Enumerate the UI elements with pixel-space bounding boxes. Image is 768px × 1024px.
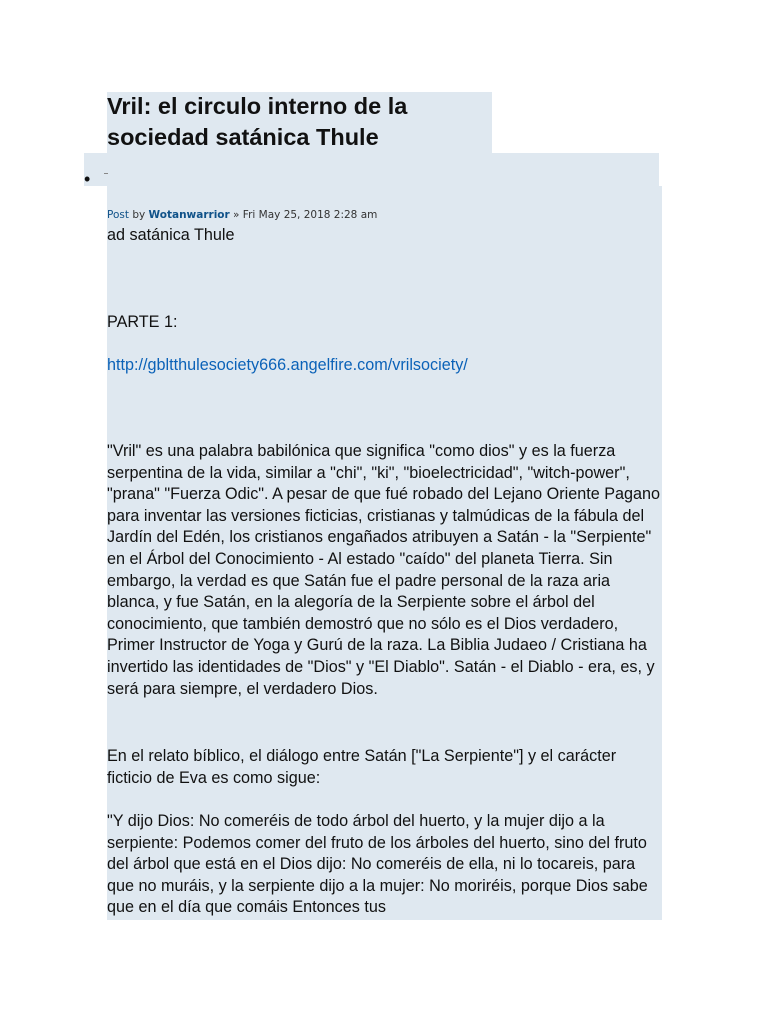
post-date: Fri May 25, 2018 2:28 am (242, 209, 378, 221)
section-heading: PARTE 1: (107, 313, 178, 331)
post-link[interactable]: Post (107, 209, 129, 221)
paragraph-vril: "Vril" es una palabra babilónica que significa "como dios" y es la fuerza serpentina de la vida, similar a "chi", "ki", "bioelectricidad", "witch-power", "prana" "Fuerza Odic". A pesar de que fué robado del Lejano Oriente Pagano para inventar las versiones ficticias, cristianas y talmúdicas de la fábula del Jardín del Edén, los cristianos engañados atribuyen a Satán - la "Serpiente" en el Árbol del Conocimiento - Al estado "caído" del planeta Tierra. Sin embargo, la verdad es que Satán fue el padre personal de la raza aria blanca, y fue Satán, en la alegoría de la Serpiente sobre el árbol del conocimiento, que también demostró que no sólo es el Dios verdadero, Primer Instructor de Yoga y Gurú de la raza. La Biblia Judaeo / Cristiana ha invertido las identidades de "Dios" y "El Diablo". Satán - el Diablo - era, es, y será para siempre, el verdadero Dios. (107, 442, 661, 698)
author-link[interactable]: Wotanwarrior (148, 209, 230, 221)
meta-separator: » (229, 209, 243, 221)
by-label: by (128, 209, 149, 221)
post-title: Vril: el circulo interno de la sociedad satánica Thule (107, 93, 408, 150)
bullet-icon: • (84, 169, 91, 189)
bullet-bar (84, 153, 659, 189)
external-link[interactable]: http://gbltthulesociety666.angelfire.com/vrilsociety/ (107, 356, 468, 374)
bullet-dash-icon (104, 173, 108, 174)
paragraph-relato: En el relato bíblico, el diálogo entre Satán ["La Serpiente"] y el carácter ficticio de Eva es como sigue: (107, 747, 617, 787)
paragraph-quote: "Y dijo Dios: No comeréis de todo árbol del huerto, y la mujer dijo a la serpiente: Podemos comer del fruto de los árboles del huerto, sino del fruto del árbol que está en el Dios dijo: No comeréis de ella, ni lo tocareis, para que no muráis, y la serpiente dijo a la mujer: No moriréis, porque Dios sabe que en el día que comáis Entonces tus (107, 812, 648, 917)
post-subtitle: ad satánica Thule (107, 226, 235, 244)
post-meta (107, 209, 377, 222)
